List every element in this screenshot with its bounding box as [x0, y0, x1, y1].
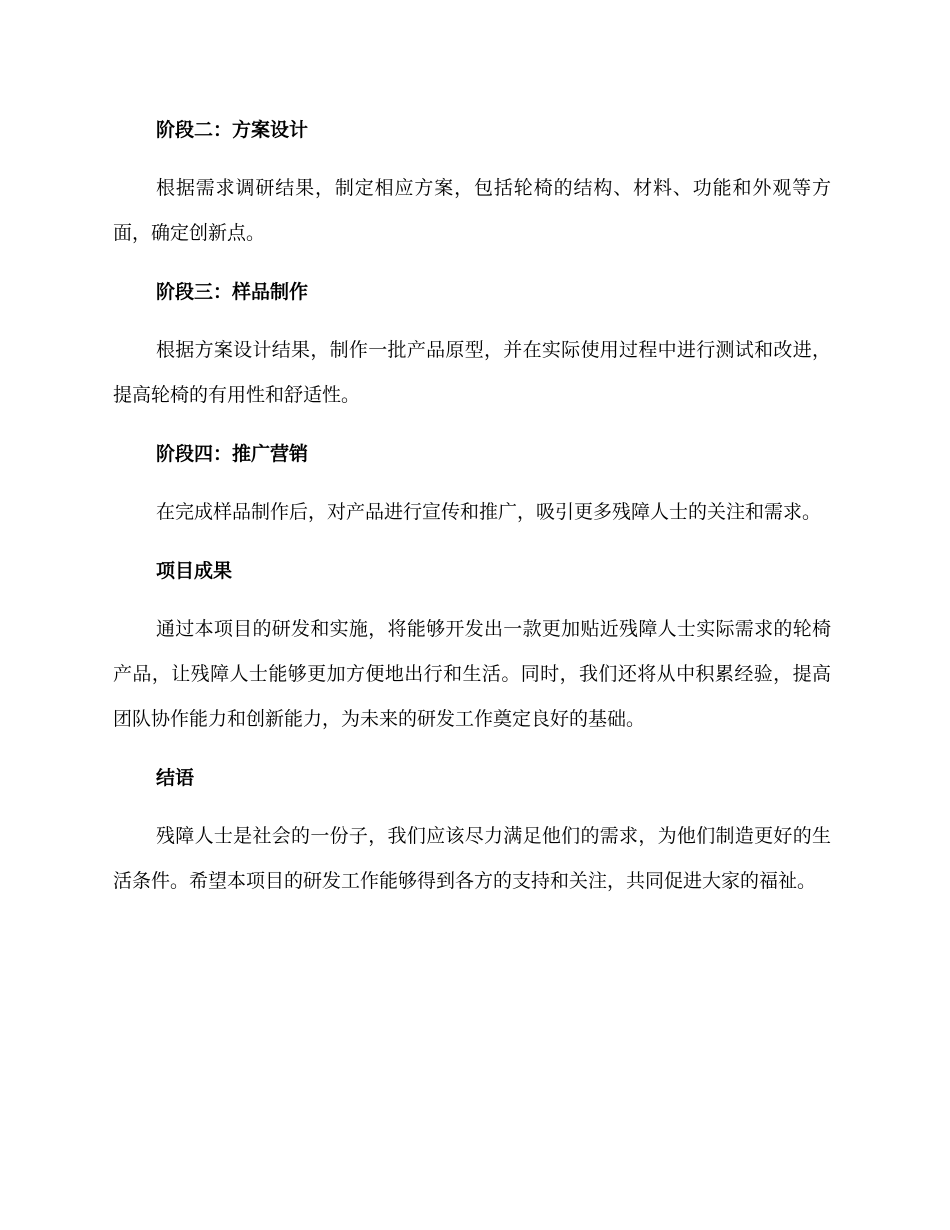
section-heading-phase-two: 阶段二：方案设计 [156, 119, 309, 141]
section-heading-conclusion: 结语 [156, 767, 195, 789]
section-body-conclusion: 残障人士是社会的一份子，我们应该尽力满足他们的需求，为他们制造更好的生活条件。希望本项目的研发工作能够得到各方的支持和关注，共同促进大家的福祉。 [113, 825, 831, 892]
section-body-results: 通过本项目的研发和实施，将能够开发出一款更加贴近残障人士实际需求的轮椅产品，让残障人士能够更加方便地出行和生活。同时，我们还将从中积累经验，提高团队协作能力和创新能力，为未来的研发工作奠定良好的基础。 [113, 618, 831, 730]
section-body-phase-four: 在完成样品制作后，对产品进行宣传和推广，吸引更多残障人士的关注和需求。 [156, 501, 822, 523]
document-content [113, 108, 831, 918]
section-heading-results: 项目成果 [156, 560, 233, 582]
section-heading-phase-three: 阶段三：样品制作 [156, 281, 309, 303]
section-heading-phase-four: 阶段四：推广营销 [156, 443, 309, 465]
section-body-phase-two: 根据需求调研结果，制定相应方案，包括轮椅的结构、材料、功能和外观等方面，确定创新点。 [113, 177, 831, 244]
section-body-phase-three: 根据方案设计结果，制作一批产品原型，并在实际使用过程中进行测试和改进，提高轮椅的有用性和舒适性。 [113, 339, 831, 406]
